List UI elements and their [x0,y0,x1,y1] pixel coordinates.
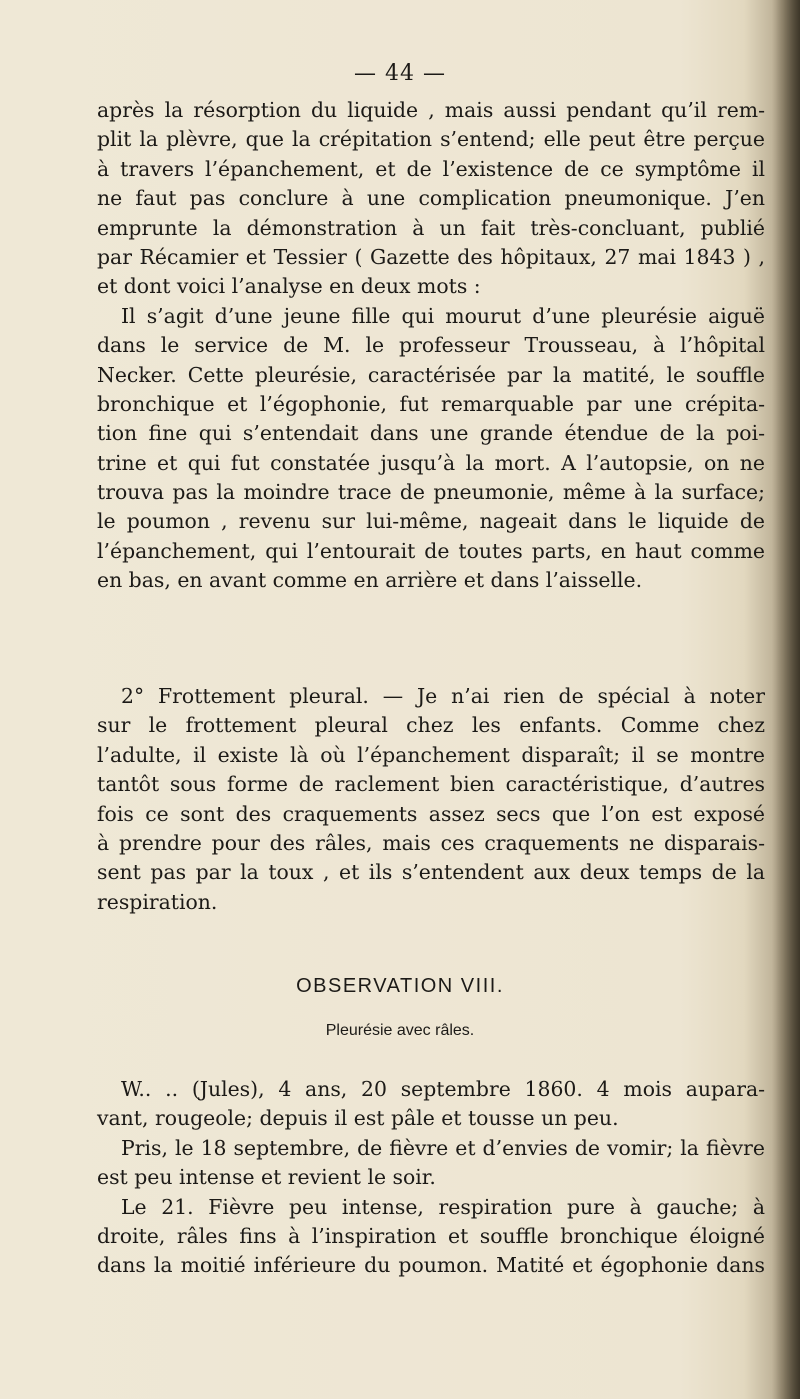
text-line: Il s’agit d’une jeune fille qui mourut d’une pleurésie aiguë [121,303,765,328]
text-line: en bas, en avant comme en arrière et dans l’aisselle. [97,568,643,593]
text-line: l’adulte, il existe là où l’épanchement disparaît; il se montre [97,742,765,767]
text-line: à prendre pour des râles, mais ces craquements ne disparais- [97,830,765,855]
text-section-3 [97,1075,765,1281]
text-line: bronchique et l’égophonie, fut remarquable par une crépita- [97,391,765,416]
text-line: ne faut pas conclure à une complication pneumonique. J’en [97,186,765,211]
observation-title: OBSERVATION VIII. [296,975,504,997]
text-section-1 [97,96,765,596]
text-line: tantôt sous forme de raclement bien caractéristique, d’autres [97,772,765,797]
page-number: — 44 — [354,61,446,86]
text-line: emprunte la démonstration à un fait très-concluant, publié [97,215,765,240]
text-line: dans la moitié inférieure du poumon. Matité et égophonie dans [97,1253,765,1278]
text-line: Pris, le 18 septembre, de fièvre et d’envies de vomir; la fièvre [121,1135,765,1160]
text-line: trine et qui fut constatée jusqu’à la mort. A l’autopsie, on ne [97,450,765,475]
text-line: le poumon , revenu sur lui-même, nageait dans le liquide de [97,509,765,534]
text-line: et dont voici l’analyse en deux mots : [97,274,481,299]
text-line: vant, rougeole; depuis il est pâle et tousse un peu. [97,1106,619,1131]
text-line: plit la plèvre, que la crépitation s’entend; elle peut être perçue [97,127,765,152]
text-line: fois ce sont des craquements assez secs que l’on est exposé [97,801,765,826]
text-line: droite, râles fins à l’inspiration et souffle bronchique éloigné [97,1223,765,1248]
text-line: trouva pas la moindre trace de pneumonie, même à la surface; [97,480,765,505]
page-gutter-shadow [772,0,800,1399]
text-line: sur le frottement pleural chez les enfants. Comme chez [97,713,765,738]
text-line: à travers l’épanchement, et de l’existence de ce symptôme il [97,156,765,181]
text-line: dans le service de M. le professeur Trousseau, à l’hôpital [97,333,765,358]
text-line: Le 21. Fièvre peu intense, respiration pure à gauche; à [121,1194,765,1219]
text-line: W.. .. (Jules), 4 ans, 20 septembre 1860. 4 mois aupara- [121,1077,765,1101]
text-line: respiration. [97,889,218,914]
text-line: après la résorption du liquide , mais aussi pendant qu’il rem- [97,98,765,122]
text-line: l’épanchement, qui l’entourait de toutes parts, en haut comme [97,538,765,563]
text-line: tion fine qui s’entendait dans une grande étendue de la poi- [97,421,765,446]
observation-subtitle: Pleurésie avec râles. [325,1022,475,1039]
text-line: Necker. Cette pleurésie, caractérisée par la matité, le souffle [97,362,765,387]
text-line: 2° Frottement pleural. — Je n’ai rien de spécial à noter [121,684,765,708]
text-line: sent pas par la toux , et ils s’entendent aux deux temps de la [97,860,765,885]
text-line: par Récamier et Tessier ( Gazette des hôpitaux, 27 mai 1843 ) , [97,244,765,269]
text-line: est peu intense et revient le soir. [97,1165,436,1190]
text-section-2 [97,682,765,917]
